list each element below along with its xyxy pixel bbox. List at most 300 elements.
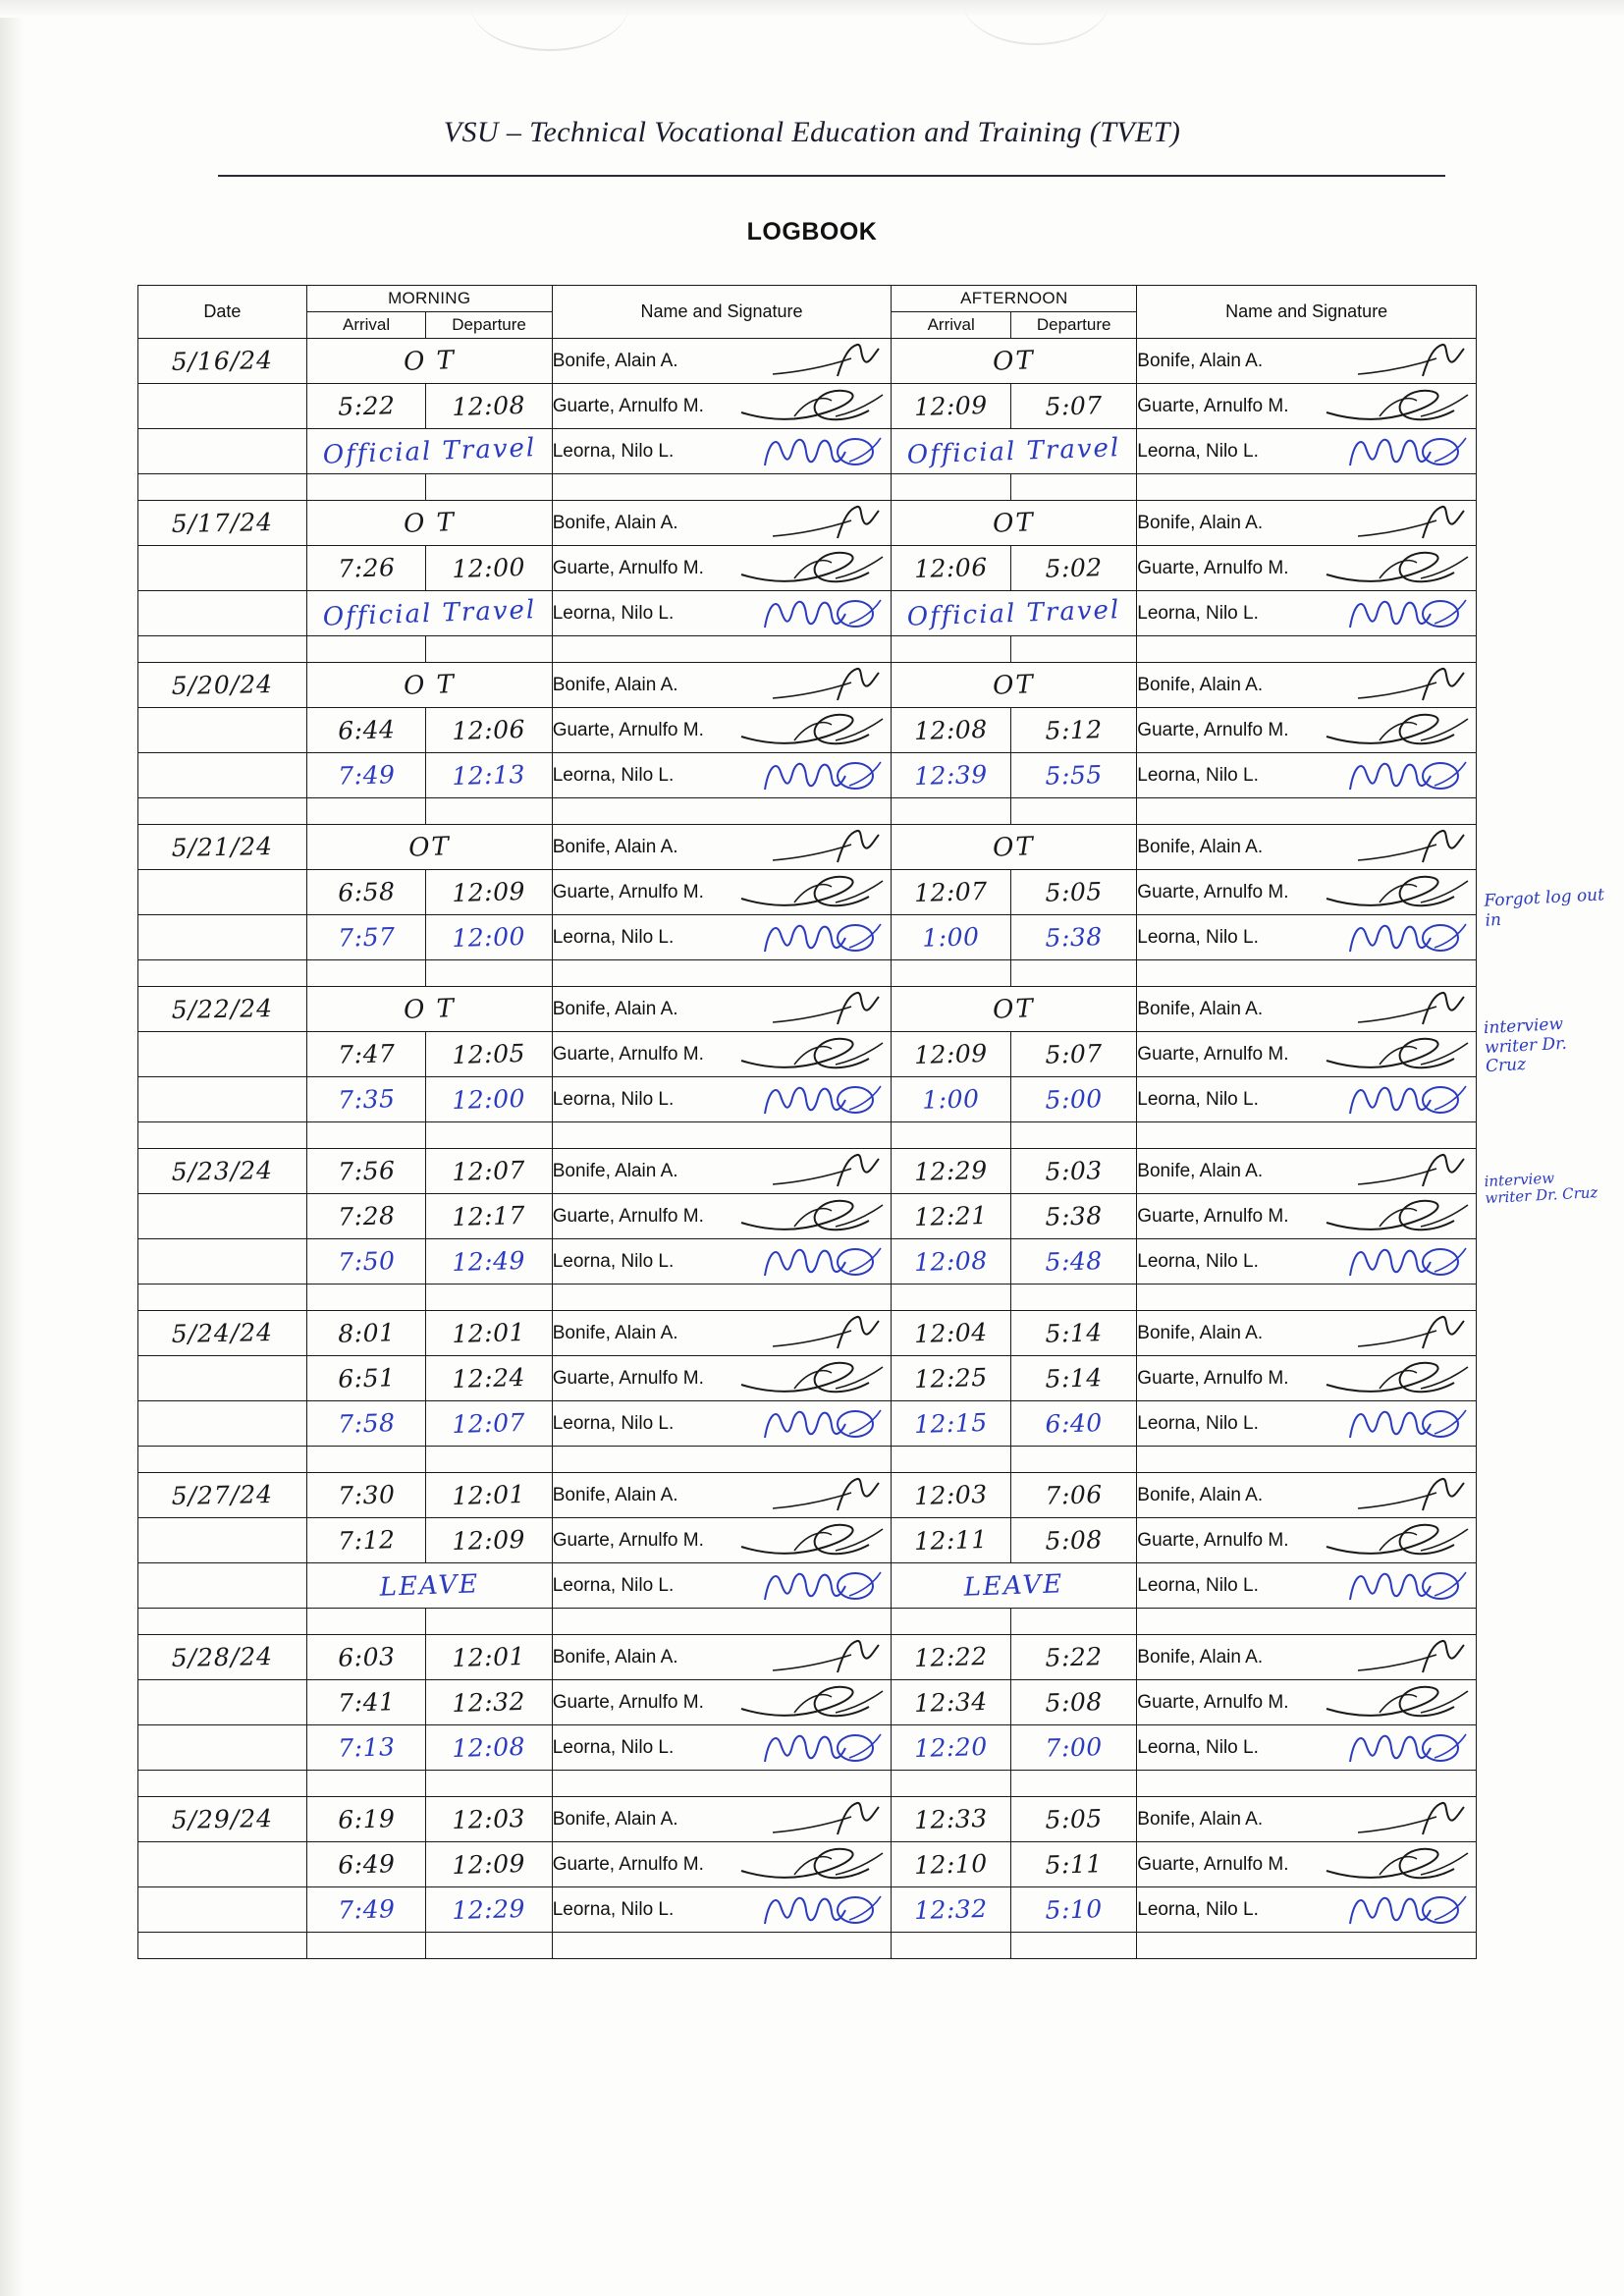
spacer-cell xyxy=(552,960,892,987)
date-value: 5/20/24 xyxy=(171,670,274,700)
cell-am-span[interactable] xyxy=(306,429,552,474)
pm-arrival-value: 1:00 xyxy=(922,1084,981,1115)
person-name: Bonife, Alain A. xyxy=(1137,1322,1264,1343)
cell-am-departure[interactable] xyxy=(426,1887,552,1933)
cell-date[interactable] xyxy=(138,825,307,870)
pm-departure-value: 5:38 xyxy=(1045,922,1104,953)
pm-departure-value: 5:02 xyxy=(1045,553,1104,583)
cell-am-arrival[interactable] xyxy=(306,915,426,960)
cell-name-signature-am[interactable] xyxy=(552,663,892,708)
cell-am-departure[interactable] xyxy=(426,1518,552,1563)
spacer-cell xyxy=(306,1447,426,1473)
cell-name-signature-pm[interactable] xyxy=(1137,339,1477,384)
cell-pm-departure[interactable] xyxy=(1011,384,1137,429)
cell-pm-arrival[interactable] xyxy=(892,915,1011,960)
signature-scribble xyxy=(767,987,885,1032)
cell-name-signature-am[interactable] xyxy=(552,708,892,753)
signature-scribble xyxy=(1323,1193,1470,1240)
cell-am-departure[interactable] xyxy=(426,1194,552,1239)
cell-name-signature-pm[interactable] xyxy=(1137,987,1477,1032)
spacer-cell xyxy=(1137,1609,1477,1635)
date-value: 5/21/24 xyxy=(171,832,274,862)
cell-pm-departure[interactable] xyxy=(1011,546,1137,591)
pm-arrival-value: 12:25 xyxy=(914,1362,989,1394)
cell-am-arrival[interactable] xyxy=(306,546,426,591)
cell-name-signature-am[interactable] xyxy=(552,429,892,474)
cell-name-signature-pm[interactable] xyxy=(1137,546,1477,591)
cell-name-signature-am[interactable] xyxy=(552,1725,892,1771)
spacer-cell xyxy=(426,474,552,501)
cell-pm-arrival[interactable] xyxy=(892,1887,1011,1933)
cell-pm-departure[interactable] xyxy=(1011,1194,1137,1239)
cell-am-arrival[interactable] xyxy=(306,1401,426,1447)
cell-name-signature-am[interactable] xyxy=(552,1563,892,1609)
cell-date-empty[interactable] xyxy=(138,384,307,429)
cell-pm-departure[interactable] xyxy=(1011,1725,1137,1771)
cell-am-departure[interactable] xyxy=(426,1797,552,1842)
cell-date-empty[interactable] xyxy=(138,1077,307,1122)
cell-name-signature-am[interactable] xyxy=(552,987,892,1032)
person-name: Bonife, Alain A. xyxy=(552,512,678,533)
cell-name-signature-am[interactable] xyxy=(552,1077,892,1122)
signature-scribble xyxy=(1344,1724,1470,1772)
cell-am-span[interactable] xyxy=(306,825,552,870)
cell-date-empty[interactable] xyxy=(138,870,307,915)
cell-pm-span[interactable] xyxy=(892,591,1137,636)
col-pm-departure: Departure xyxy=(1011,312,1137,339)
cell-am-arrival[interactable] xyxy=(306,1680,426,1725)
cell-am-span[interactable] xyxy=(306,987,552,1032)
person-name: Leorna, Nilo L. xyxy=(552,440,675,462)
am-arrival-value: O T xyxy=(403,345,457,377)
cell-pm-departure[interactable] xyxy=(1011,1401,1137,1447)
spacer-cell xyxy=(426,1609,552,1635)
cell-pm-departure[interactable] xyxy=(1011,753,1137,798)
am-departure-value: 12:08 xyxy=(452,1731,526,1764)
cell-am-departure[interactable] xyxy=(426,1032,552,1077)
person-name: Guarte, Arnulfo M. xyxy=(552,1691,704,1713)
cell-am-arrival[interactable] xyxy=(306,1725,426,1771)
person-name: Guarte, Arnulfo M. xyxy=(1137,1691,1289,1713)
cell-am-departure[interactable] xyxy=(426,708,552,753)
pm-departure-value: 5:11 xyxy=(1045,1849,1104,1880)
cell-date-empty[interactable] xyxy=(138,1887,307,1933)
cell-name-signature-am[interactable] xyxy=(552,1311,892,1356)
spacer-cell xyxy=(552,1609,892,1635)
pm-arrival-value: Official Travel xyxy=(906,594,1122,632)
cell-name-signature-pm[interactable] xyxy=(1137,915,1477,960)
cell-am-arrival[interactable] xyxy=(306,1239,426,1285)
cell-pm-arrival[interactable] xyxy=(892,1149,1011,1194)
table-spacer-row xyxy=(138,1285,1477,1311)
cell-date[interactable] xyxy=(138,501,307,546)
signature-scribble xyxy=(759,590,885,637)
person-name: Bonife, Alain A. xyxy=(1137,1484,1264,1505)
pm-departure-value: 5:08 xyxy=(1045,1687,1104,1718)
cell-am-departure[interactable] xyxy=(426,1149,552,1194)
signature-scribble xyxy=(1323,1679,1470,1726)
signature-scribble xyxy=(1323,1841,1470,1888)
spacer-cell xyxy=(892,474,1011,501)
cell-name-signature-am[interactable] xyxy=(552,870,892,915)
cell-date-empty[interactable] xyxy=(138,1356,307,1401)
cell-am-departure[interactable] xyxy=(426,1725,552,1771)
cell-am-arrival[interactable] xyxy=(306,1635,426,1680)
pm-departure-value: 5:14 xyxy=(1045,1363,1104,1394)
cell-am-arrival[interactable] xyxy=(306,1887,426,1933)
cell-pm-departure[interactable] xyxy=(1011,1518,1137,1563)
person-name: Guarte, Arnulfo M. xyxy=(552,881,704,902)
cell-pm-arrival[interactable] xyxy=(892,1518,1011,1563)
spacer-cell xyxy=(1011,960,1137,987)
person-name: Leorna, Nilo L. xyxy=(552,926,675,948)
cell-date-empty[interactable] xyxy=(138,753,307,798)
table-spacer-row xyxy=(138,1933,1477,1959)
signature-scribble xyxy=(1344,590,1470,637)
cell-date-empty[interactable] xyxy=(138,1563,307,1609)
person-name: Guarte, Arnulfo M. xyxy=(1137,719,1289,740)
cell-date-empty[interactable] xyxy=(138,1032,307,1077)
cell-date[interactable] xyxy=(138,663,307,708)
cell-date[interactable] xyxy=(138,1635,307,1680)
cell-name-signature-pm[interactable] xyxy=(1137,663,1477,708)
cell-name-signature-am[interactable] xyxy=(552,339,892,384)
document-subtitle: LOGBOOK xyxy=(746,218,878,246)
cell-name-signature-pm[interactable] xyxy=(1137,1032,1477,1077)
cell-pm-arrival[interactable] xyxy=(892,708,1011,753)
cell-name-signature-pm[interactable] xyxy=(1137,1797,1477,1842)
cell-pm-departure[interactable] xyxy=(1011,870,1137,915)
spacer-cell xyxy=(552,798,892,825)
cell-date[interactable] xyxy=(138,339,307,384)
cell-name-signature-pm[interactable] xyxy=(1137,1725,1477,1771)
person-name: Leorna, Nilo L. xyxy=(1137,602,1259,624)
am-arrival-value: 7:13 xyxy=(337,1732,396,1763)
cell-pm-departure[interactable] xyxy=(1011,1239,1137,1285)
signature-scribble xyxy=(1344,1886,1470,1934)
person-name: Leorna, Nilo L. xyxy=(1137,926,1259,948)
cell-pm-span[interactable] xyxy=(892,663,1137,708)
cell-date[interactable] xyxy=(138,1797,307,1842)
cell-pm-span[interactable] xyxy=(892,987,1137,1032)
cell-date-empty[interactable] xyxy=(138,915,307,960)
cell-am-departure[interactable] xyxy=(426,1842,552,1887)
signature-scribble xyxy=(737,1355,885,1402)
cell-am-arrival[interactable] xyxy=(306,384,426,429)
cell-am-arrival[interactable] xyxy=(306,1032,426,1077)
cell-pm-span[interactable] xyxy=(892,825,1137,870)
pm-arrival-value: 12:34 xyxy=(914,1686,989,1719)
cell-am-departure[interactable] xyxy=(426,1635,552,1680)
cell-am-arrival[interactable] xyxy=(306,1194,426,1239)
table-spacer-row xyxy=(138,1447,1477,1473)
spacer-cell xyxy=(426,1122,552,1149)
pm-arrival-value: 12:10 xyxy=(914,1848,989,1881)
signature-scribble xyxy=(737,707,885,754)
person-name: Guarte, Arnulfo M. xyxy=(1137,1853,1289,1875)
cell-name-signature-am[interactable] xyxy=(552,1149,892,1194)
spacer-cell xyxy=(892,1609,1011,1635)
cell-date-empty[interactable] xyxy=(138,1725,307,1771)
cell-pm-departure[interactable] xyxy=(1011,1797,1137,1842)
cell-name-signature-pm[interactable] xyxy=(1137,1887,1477,1933)
cell-am-departure[interactable] xyxy=(426,870,552,915)
cell-pm-departure[interactable] xyxy=(1011,915,1137,960)
signature-scribble xyxy=(767,1311,885,1356)
cell-pm-arrival[interactable] xyxy=(892,1194,1011,1239)
cell-pm-arrival[interactable] xyxy=(892,1680,1011,1725)
cell-pm-span[interactable] xyxy=(892,1563,1137,1609)
table-spacer-row xyxy=(138,1122,1477,1149)
signature-scribble xyxy=(767,1797,885,1842)
cell-name-signature-am[interactable] xyxy=(552,1842,892,1887)
cell-name-signature-pm[interactable] xyxy=(1137,1842,1477,1887)
am-departure-value: 12:00 xyxy=(452,921,526,954)
cell-am-departure[interactable] xyxy=(426,1077,552,1122)
cell-date-empty[interactable] xyxy=(138,546,307,591)
cell-pm-arrival[interactable] xyxy=(892,1725,1011,1771)
person-name: Bonife, Alain A. xyxy=(552,1484,678,1505)
table-row xyxy=(138,546,1477,591)
spacer-cell xyxy=(306,1609,426,1635)
cell-pm-departure[interactable] xyxy=(1011,1842,1137,1887)
table-row xyxy=(138,1194,1477,1239)
cell-name-signature-am[interactable] xyxy=(552,1356,892,1401)
cell-pm-departure[interactable] xyxy=(1011,1149,1137,1194)
cell-date[interactable] xyxy=(138,1311,307,1356)
cell-pm-departure[interactable] xyxy=(1011,1635,1137,1680)
am-arrival-value: 7:35 xyxy=(337,1084,396,1115)
person-name: Leorna, Nilo L. xyxy=(552,1898,675,1920)
pm-departure-value: 5:07 xyxy=(1045,391,1104,421)
table-row xyxy=(138,1032,1477,1077)
cell-date-empty[interactable] xyxy=(138,1239,307,1285)
cell-am-span[interactable] xyxy=(306,339,552,384)
spacer-cell xyxy=(1137,960,1477,987)
cell-am-arrival[interactable] xyxy=(306,1077,426,1122)
cell-pm-arrival[interactable] xyxy=(892,1356,1011,1401)
cell-am-span[interactable] xyxy=(306,591,552,636)
cell-name-signature-pm[interactable] xyxy=(1137,1077,1477,1122)
cell-pm-span[interactable] xyxy=(892,501,1137,546)
cell-name-signature-am[interactable] xyxy=(552,1401,892,1447)
cell-am-arrival[interactable] xyxy=(306,708,426,753)
cell-date[interactable] xyxy=(138,1149,307,1194)
cell-name-signature-pm[interactable] xyxy=(1137,870,1477,915)
cell-name-signature-pm[interactable] xyxy=(1137,1473,1477,1518)
cell-am-departure[interactable] xyxy=(426,1311,552,1356)
cell-am-arrival[interactable] xyxy=(306,1473,426,1518)
am-departure-value: 12:32 xyxy=(452,1686,526,1719)
am-arrival-value: 7:58 xyxy=(337,1408,396,1439)
spacer-cell xyxy=(426,1933,552,1959)
person-name: Bonife, Alain A. xyxy=(1137,1160,1264,1181)
cell-am-departure[interactable] xyxy=(426,915,552,960)
cell-pm-departure[interactable] xyxy=(1011,1887,1137,1933)
spacer-cell xyxy=(138,1933,307,1959)
cell-am-departure[interactable] xyxy=(426,1680,552,1725)
pm-arrival-value: 12:09 xyxy=(914,390,989,422)
signature-scribble xyxy=(737,545,885,592)
spacer-cell xyxy=(1011,1122,1137,1149)
cell-am-departure[interactable] xyxy=(426,1356,552,1401)
person-name: Bonife, Alain A. xyxy=(552,1808,678,1830)
cell-pm-departure[interactable] xyxy=(1011,1473,1137,1518)
cell-name-signature-am[interactable] xyxy=(552,1239,892,1285)
table-spacer-row xyxy=(138,474,1477,501)
cell-am-span[interactable] xyxy=(306,1563,552,1609)
spacer-cell xyxy=(426,960,552,987)
person-name: Leorna, Nilo L. xyxy=(552,1412,675,1434)
cell-pm-arrival[interactable] xyxy=(892,753,1011,798)
person-name: Guarte, Arnulfo M. xyxy=(1137,881,1289,902)
cell-name-signature-am[interactable] xyxy=(552,1194,892,1239)
am-arrival-value: O T xyxy=(403,669,457,701)
cell-am-arrival[interactable] xyxy=(306,1149,426,1194)
col-name-signature-pm: Name and Signature xyxy=(1137,286,1477,339)
person-name: Leorna, Nilo L. xyxy=(1137,1412,1259,1434)
cell-am-departure[interactable] xyxy=(426,546,552,591)
table-spacer-row xyxy=(138,1609,1477,1635)
cell-name-signature-pm[interactable] xyxy=(1137,1149,1477,1194)
cell-pm-span[interactable] xyxy=(892,429,1137,474)
cell-am-arrival[interactable] xyxy=(306,1356,426,1401)
cell-name-signature-am[interactable] xyxy=(552,1680,892,1725)
cell-name-signature-am[interactable] xyxy=(552,546,892,591)
cell-name-signature-am[interactable] xyxy=(552,825,892,870)
cell-pm-span[interactable] xyxy=(892,339,1137,384)
logbook-table xyxy=(137,285,1477,1959)
cell-name-signature-pm[interactable] xyxy=(1137,1239,1477,1285)
cell-am-departure[interactable] xyxy=(426,1401,552,1447)
cell-pm-arrival[interactable] xyxy=(892,1077,1011,1122)
cell-name-signature-am[interactable] xyxy=(552,1032,892,1077)
cell-am-departure[interactable] xyxy=(426,1473,552,1518)
cell-name-signature-pm[interactable] xyxy=(1137,384,1477,429)
cell-pm-departure[interactable] xyxy=(1011,1356,1137,1401)
cell-am-arrival[interactable] xyxy=(306,753,426,798)
cell-name-signature-pm[interactable] xyxy=(1137,591,1477,636)
cell-pm-departure[interactable] xyxy=(1011,1032,1137,1077)
cell-am-arrival[interactable] xyxy=(306,1518,426,1563)
cell-name-signature-am[interactable] xyxy=(552,915,892,960)
cell-date-empty[interactable] xyxy=(138,1401,307,1447)
spacer-cell xyxy=(1137,474,1477,501)
cell-name-signature-pm[interactable] xyxy=(1137,1635,1477,1680)
cell-date[interactable] xyxy=(138,987,307,1032)
person-name: Leorna, Nilo L. xyxy=(552,1250,675,1272)
pm-arrival-value: OT xyxy=(992,993,1036,1025)
cell-pm-departure[interactable] xyxy=(1011,708,1137,753)
cell-pm-departure[interactable] xyxy=(1011,1680,1137,1725)
cell-date-empty[interactable] xyxy=(138,708,307,753)
cell-pm-departure[interactable] xyxy=(1011,1077,1137,1122)
cell-name-signature-am[interactable] xyxy=(552,591,892,636)
cell-pm-arrival[interactable] xyxy=(892,870,1011,915)
cell-name-signature-pm[interactable] xyxy=(1137,429,1477,474)
person-name: Guarte, Arnulfo M. xyxy=(1137,1205,1289,1227)
cell-am-arrival[interactable] xyxy=(306,870,426,915)
cell-am-departure[interactable] xyxy=(426,753,552,798)
cell-name-signature-pm[interactable] xyxy=(1137,501,1477,546)
cell-date[interactable] xyxy=(138,1473,307,1518)
cell-name-signature-am[interactable] xyxy=(552,753,892,798)
cell-name-signature-am[interactable] xyxy=(552,1518,892,1563)
cell-name-signature-am[interactable] xyxy=(552,384,892,429)
cell-date-empty[interactable] xyxy=(138,591,307,636)
cell-pm-departure[interactable] xyxy=(1011,1311,1137,1356)
cell-name-signature-am[interactable] xyxy=(552,1473,892,1518)
person-name: Bonife, Alain A. xyxy=(1137,674,1264,695)
cell-name-signature-pm[interactable] xyxy=(1137,825,1477,870)
signature-scribble xyxy=(759,752,885,799)
cell-date-empty[interactable] xyxy=(138,1842,307,1887)
cell-am-arrival[interactable] xyxy=(306,1797,426,1842)
cell-name-signature-pm[interactable] xyxy=(1137,1194,1477,1239)
pm-arrival-value: 12:21 xyxy=(914,1200,989,1232)
person-name: Guarte, Arnulfo M. xyxy=(552,1367,704,1389)
signature-scribble xyxy=(1352,339,1470,384)
pm-arrival-value: 12:03 xyxy=(914,1479,989,1511)
cell-name-signature-am[interactable] xyxy=(552,1635,892,1680)
cell-name-signature-pm[interactable] xyxy=(1137,708,1477,753)
cell-pm-arrival[interactable] xyxy=(892,1635,1011,1680)
cell-name-signature-pm[interactable] xyxy=(1137,1518,1477,1563)
cell-am-arrival[interactable] xyxy=(306,1311,426,1356)
spacer-cell xyxy=(1011,1771,1137,1797)
table-row xyxy=(138,753,1477,798)
cell-name-signature-pm[interactable] xyxy=(1137,1356,1477,1401)
cell-name-signature-pm[interactable] xyxy=(1137,1680,1477,1725)
pm-arrival-value: OT xyxy=(992,345,1036,377)
cell-am-departure[interactable] xyxy=(426,384,552,429)
cell-name-signature-am[interactable] xyxy=(552,501,892,546)
cell-date-empty[interactable] xyxy=(138,1518,307,1563)
spacer-cell xyxy=(1011,474,1137,501)
cell-pm-arrival[interactable] xyxy=(892,546,1011,591)
cell-name-signature-pm[interactable] xyxy=(1137,753,1477,798)
cell-pm-arrival[interactable] xyxy=(892,1842,1011,1887)
cell-am-span[interactable] xyxy=(306,663,552,708)
cell-pm-arrival[interactable] xyxy=(892,384,1011,429)
cell-name-signature-pm[interactable] xyxy=(1137,1401,1477,1447)
table-row xyxy=(138,429,1477,474)
cell-name-signature-pm[interactable] xyxy=(1137,1311,1477,1356)
cell-date-empty[interactable] xyxy=(138,1680,307,1725)
cell-am-departure[interactable] xyxy=(426,1239,552,1285)
cell-name-signature-am[interactable] xyxy=(552,1797,892,1842)
cell-pm-arrival[interactable] xyxy=(892,1239,1011,1285)
pm-arrival-value: OT xyxy=(992,507,1036,539)
cell-name-signature-pm[interactable] xyxy=(1137,1563,1477,1609)
pm-departure-value: 5:22 xyxy=(1045,1642,1104,1672)
cell-date-empty[interactable] xyxy=(138,429,307,474)
cell-pm-arrival[interactable] xyxy=(892,1311,1011,1356)
spacer-cell xyxy=(1011,636,1137,663)
cell-pm-arrival[interactable] xyxy=(892,1032,1011,1077)
cell-pm-arrival[interactable] xyxy=(892,1797,1011,1842)
person-name: Guarte, Arnulfo M. xyxy=(1137,557,1289,578)
cell-pm-arrival[interactable] xyxy=(892,1401,1011,1447)
cell-am-span[interactable] xyxy=(306,501,552,546)
cell-pm-arrival[interactable] xyxy=(892,1473,1011,1518)
pm-departure-value: 5:10 xyxy=(1045,1894,1104,1925)
cell-am-arrival[interactable] xyxy=(306,1842,426,1887)
cell-name-signature-am[interactable] xyxy=(552,1887,892,1933)
date-value: 5/27/24 xyxy=(171,1480,274,1510)
pm-arrival-value: 12:33 xyxy=(914,1803,989,1835)
cell-date-empty[interactable] xyxy=(138,1194,307,1239)
